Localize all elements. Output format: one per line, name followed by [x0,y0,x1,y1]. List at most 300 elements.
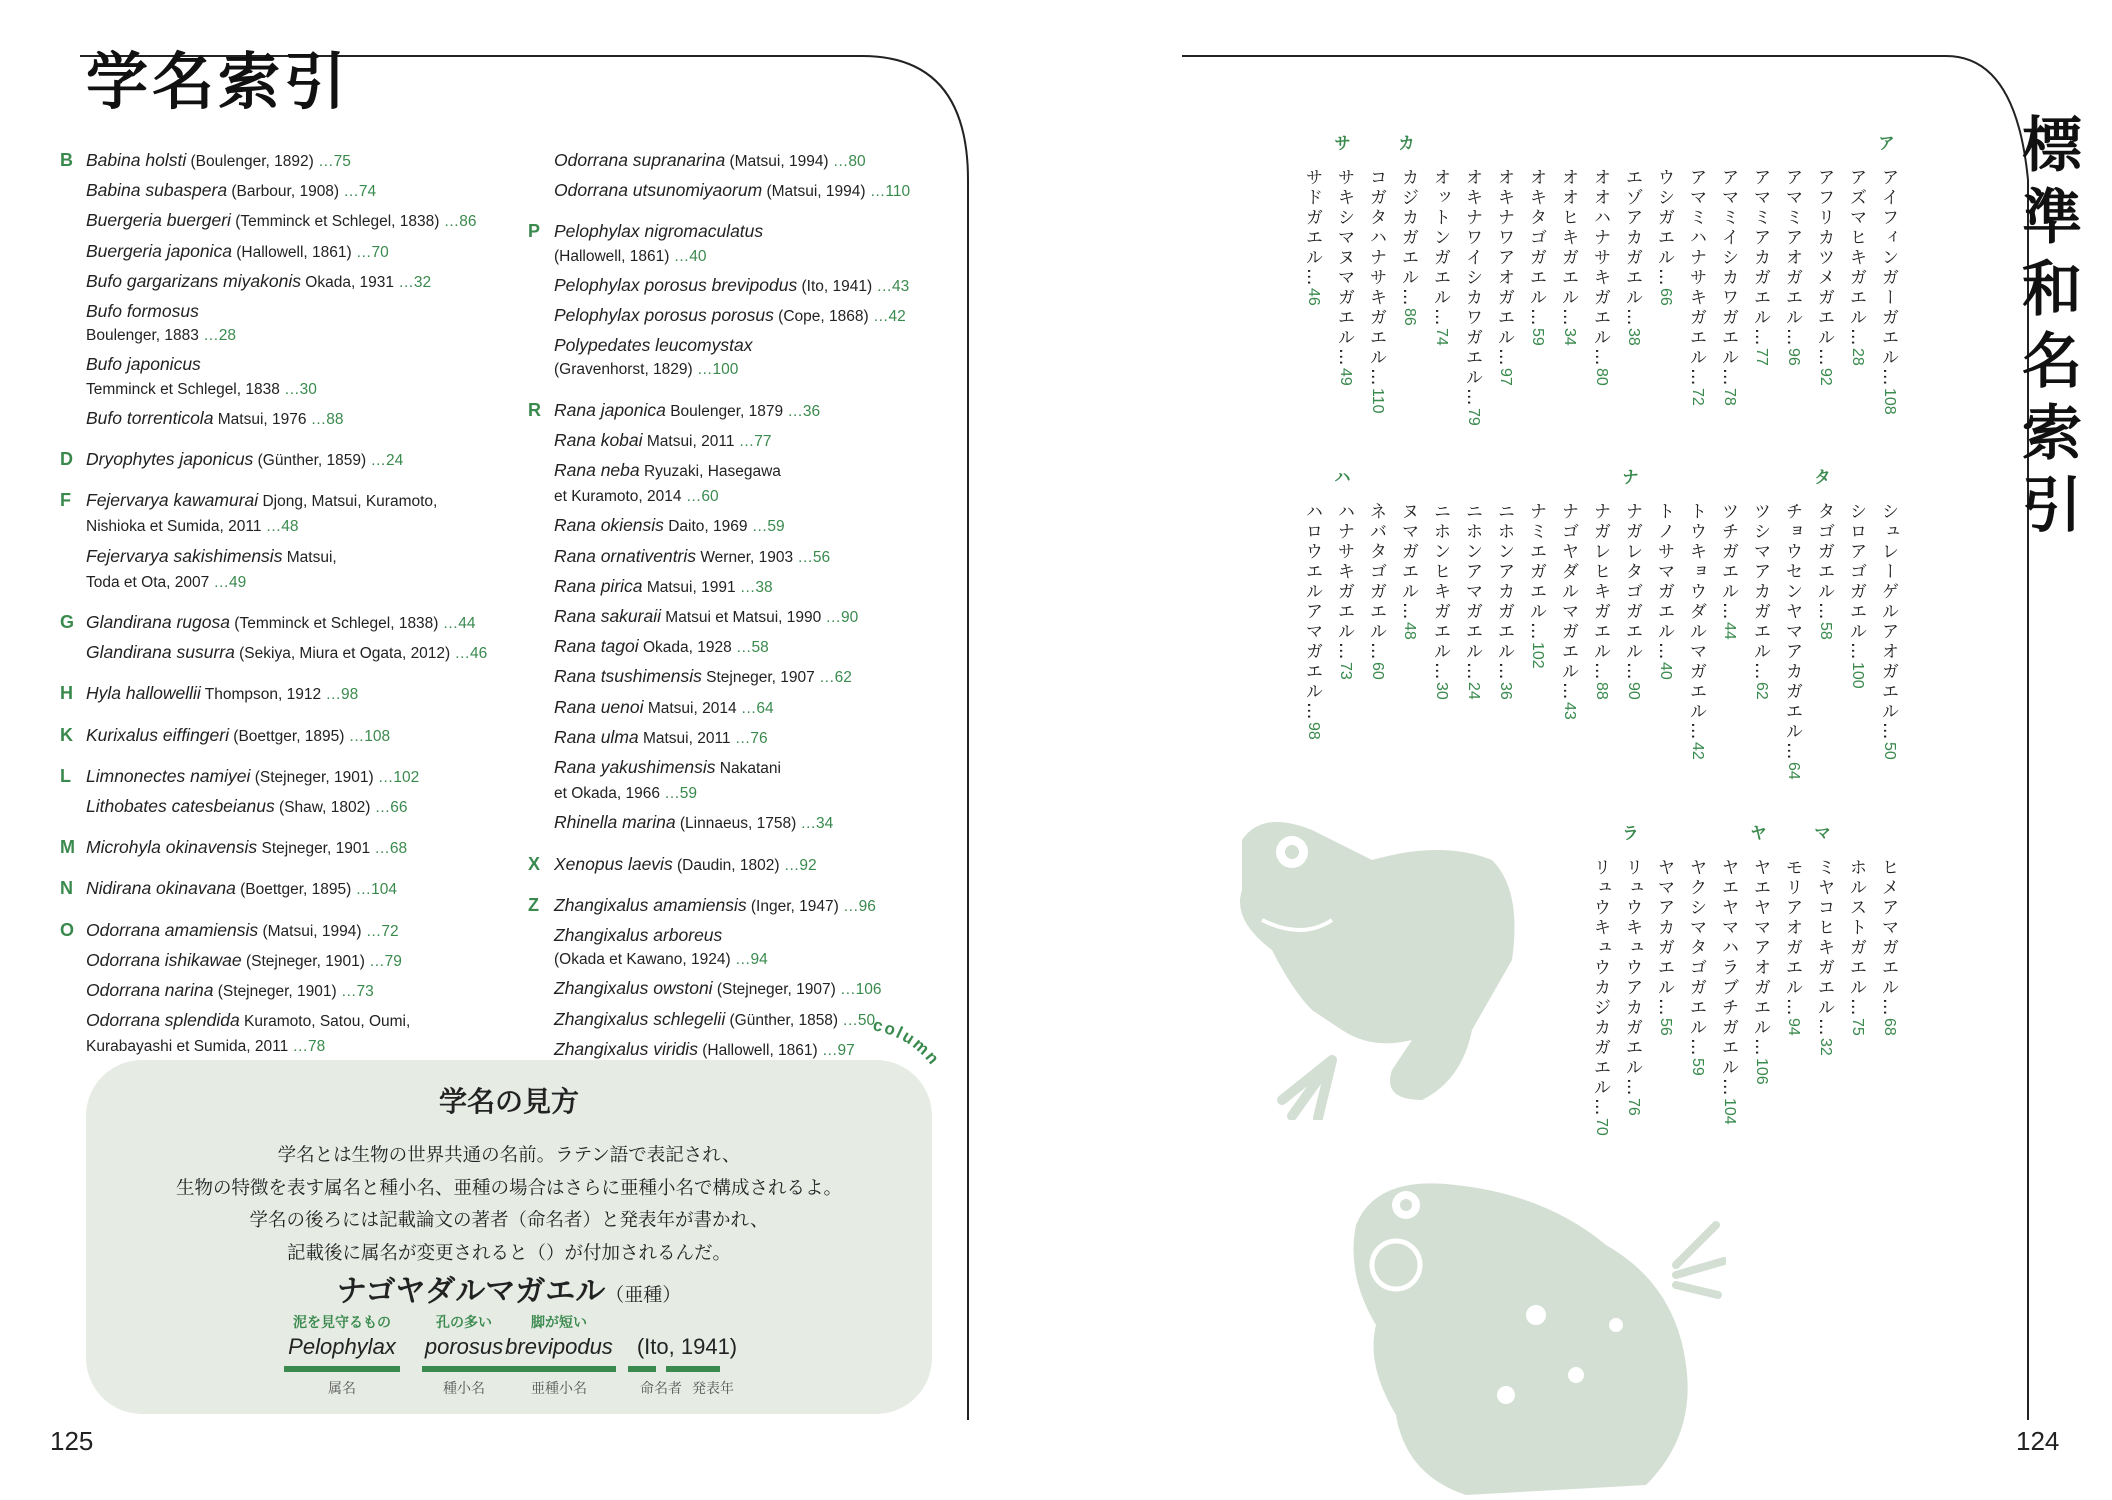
page-reference: 94 [1785,1018,1802,1036]
author-year: Stejneger, 1901 [257,840,371,858]
index-entry [86,792,530,822]
page-reference: …56 [793,548,831,566]
page-reference: 40 [1657,662,1674,680]
japanese-name: コガタハナサキガエル… [1367,168,1387,388]
part-caption: 脚が短い [531,1315,587,1331]
index-entry [554,602,948,632]
kana-index-entry [1490,168,1520,386]
page-reference: 86 [1401,308,1418,326]
page-reference: 34 [1561,328,1578,346]
page-reference: 74 [1433,328,1450,346]
index-group [60,445,530,475]
kana-index-entry [1842,502,1872,689]
japanese-name: ネバタゴガエル… [1367,502,1387,662]
author-year: (Stejneger, 1901) [213,983,337,1001]
title-char: 引 [2022,471,2082,541]
kana-index-entry [1490,502,1520,700]
index-entry [86,721,530,751]
frog-illustration-icon [1222,800,1542,1120]
index-entry [554,808,948,838]
index-letter: R [528,399,541,420]
author-year: Okada, 1928 [638,639,732,657]
page-reference: …30 [279,380,317,398]
index-entry [554,850,948,880]
author-underline [628,1366,656,1372]
author-year: (Sekiya, Miura et Ogata, 2012) [234,645,451,663]
kana-heading: ハ [1330,468,1350,485]
scientific-name: Pelophylax porosus brevipodus [554,274,798,295]
author-year: (Günther, 1858) [725,1011,839,1029]
kana-index-entry [1842,858,1872,1036]
page-reference: …86 [439,213,477,231]
scientific-name: Buergeria buergeri [86,210,231,231]
japanese-name: ツチガエル… [1719,502,1739,622]
page-reference: …76 [730,729,768,747]
page-reference: …70 [351,243,389,261]
author-year: Matsui et Matsui, 1990 [661,609,822,627]
kana-index-entry [1810,168,1840,386]
kana-index-entry [1298,502,1328,740]
japanese-name: ニホンアカガエル… [1495,502,1515,682]
title-char: 名 [2022,327,2082,397]
page-reference: 60 [1369,662,1386,680]
index-entry [86,206,530,236]
index-entry [554,146,948,176]
index-entry [554,396,948,426]
author-year: (Shaw, 1802) [274,799,371,817]
part-underline [502,1366,616,1372]
right-page [1056,0,2112,1500]
japanese-name: ヤエヤマハラブチガエル… [1719,858,1739,1098]
part-label: 種小名 [443,1381,485,1397]
author-year: (Okada et Kawano, 1924) [554,951,731,969]
index-entry [86,1006,530,1061]
author-year: (Boettger, 1895) [228,727,345,745]
page-reference: …72 [361,922,399,940]
scientific-name: Kurixalus eiffingeri [86,724,229,745]
index-entry [86,297,530,350]
page-reference: 38 [1625,328,1642,346]
kana-index-entry [1458,168,1488,426]
entry-line-2 [86,320,530,350]
japanese-name: トウキョウダルマガエル… [1687,502,1707,742]
index-column-a [60,146,530,1073]
kana-index-entry [1682,502,1712,760]
japanese-name: カジカガエル… [1399,168,1419,308]
page-reference: 76 [1625,1098,1642,1116]
page-reference: …98 [321,686,359,704]
kana-heading: ラ [1618,824,1638,841]
author-year: (Daudin, 1802) [672,856,780,874]
index-letter: X [528,853,541,874]
page-reference: …96 [838,897,876,915]
author-year: et Okada, 1966 [554,785,660,803]
index-entry [554,632,948,662]
scientific-name: Rana okiensis [554,515,664,536]
page-number: 125 [50,1426,94,1456]
index-entry [554,891,948,921]
page-reference: …24 [366,452,404,470]
page-reference: 49 [1337,368,1354,386]
page-reference: 44 [1721,622,1738,640]
index-letter: L [60,765,71,786]
kana-index-entry [1362,502,1392,680]
index-entry [86,946,530,976]
page-reference: …106 [835,981,882,999]
index-group [528,146,948,206]
title-char: 索 [2022,399,2082,469]
scientific-name: Fejervarya sakishimensis [86,545,283,566]
scientific-name: Odorrana supranarina [554,150,726,170]
page-reference: …102 [373,768,420,786]
kana-index-entry [1618,858,1648,1116]
kana-index-entry [1522,168,1552,346]
name-part-author-year [624,1312,750,1398]
kana-index-entry [1554,168,1584,346]
name-part-subspecies [502,1312,616,1398]
author-year: Matsui, 1976 [213,410,307,428]
page-reference: 66 [1657,288,1674,306]
author-year: (Matsui, 1994) [725,153,829,170]
index-letter: G [60,612,75,633]
part-word: (Ito, 1941) [636,1334,738,1359]
index-group [60,608,530,668]
page-reference: …74 [339,183,377,201]
japanese-name: オットンガエル… [1431,168,1451,328]
page-reference: 68 [1881,1018,1898,1036]
scientific-name: Xenopus laevis [554,853,673,874]
index-group [60,833,530,863]
index-group [60,146,530,434]
kana-index-entry [1426,502,1456,700]
index-group [60,874,530,904]
page-reference: …32 [394,273,432,291]
scientific-name: Odorrana narina [86,980,214,1001]
kana-index-entry [1650,502,1680,680]
page-reference: …88 [306,410,344,428]
title-char: 準 [2022,183,2082,253]
entry-line-2 [86,1031,530,1061]
entry-line-2 [86,511,530,541]
author-year: Ryuzaki, Hasegawa [639,463,781,481]
japanese-name: シュレーゲルアオガエル… [1879,502,1899,742]
index-entry [554,426,948,456]
page-reference: 32 [1817,1038,1834,1056]
scientific-name: Rana uenoi [554,696,644,717]
japanese-name: ヤクシマタゴガエル… [1687,858,1707,1058]
index-entry [86,350,530,403]
page-reference: 46 [1305,288,1322,306]
kana-index-entry [1682,858,1712,1076]
japanese-name: ハナサキガエル… [1335,502,1355,662]
page-reference: …77 [734,432,772,450]
author-year: (Boulenger, 1892) [186,153,314,170]
kana-index-entry [1778,168,1808,366]
kana-index-entry [1650,858,1680,1036]
example-name-suffix: （亜種） [605,1284,682,1306]
scientific-name: Zhangixalus schlegelii [554,1008,726,1029]
scientific-name: Zhangixalus arboreus [554,925,723,946]
kana-index-entry [1874,858,1904,1036]
index-group [528,850,948,880]
scientific-name: Rhinella marina [554,812,676,833]
kana-index-entry [1778,502,1808,780]
index-entry [554,572,948,602]
author-year: (Gravenhorst, 1829) [554,361,693,379]
author-year: (Temminck et Schlegel, 1838) [229,615,439,633]
kana-index-entry [1394,168,1424,326]
japanese-name: タゴガエル… [1815,502,1835,622]
author-year: (Linnaeus, 1758) [675,815,797,833]
page-reference: 79 [1465,408,1482,426]
scientific-name: Pelophylax porosus porosus [554,305,774,326]
page-reference: 24 [1465,682,1482,700]
kana-index-entry [1714,502,1744,640]
kana-heading: カ [1394,134,1414,151]
author-year: Matsui, 2014 [643,699,737,717]
page-reference: 50 [1881,742,1898,760]
kana-index-entry [1330,502,1360,680]
kana-index-entry [1362,168,1392,414]
author-year: Stejneger, 1907 [701,669,815,687]
name-part-species [422,1312,506,1398]
scientific-name: Zhangixalus amamiensis [554,894,747,915]
kana-index-entry [1810,502,1840,640]
author-year: (Matsui, 1994) [258,922,362,940]
page-reference: 75 [1849,1018,1866,1036]
part-label: 命名者 [640,1381,682,1397]
index-letter: F [60,490,71,511]
column-body-line: 学名とは生物の世界共通の名前。ラテン語で表記され、 [277,1145,741,1166]
author-year: Daito, 1969 [663,518,748,536]
kana-index-entry [1746,502,1776,700]
author-year: Temminck et Schlegel, 1838 [86,380,280,398]
index-letter: B [60,150,73,170]
page-reference: 100 [1849,662,1866,689]
page-reference: …100 [692,361,739,379]
japanese-name: オオハナサキガエル… [1591,168,1611,368]
part-word: brevipodus [505,1334,613,1359]
japanese-name: ハロウエルアマガエル… [1303,502,1323,722]
scientific-name: Buergeria japonica [86,240,232,261]
page-reference: 104 [1721,1098,1738,1125]
scientific-name: Pelophylax nigromaculatus [554,221,764,242]
index-letter: M [60,837,75,858]
page-reference: …36 [783,402,821,420]
page-reference: 92 [1817,368,1834,386]
page-reference: …58 [731,639,769,657]
scientific-name: Bufo gargarizans miyakonis [86,270,301,291]
column-body-line: 生物の特徴を表す属名と種小名、亜種の場合はさらに亜種小名で構成されるよ。 [175,1177,842,1199]
scientific-name: Babina holsti [86,150,187,170]
page-reference: 43 [1561,702,1578,720]
author-year: Djong, Matsui, Kuramoto, [258,493,438,511]
page-reference: …48 [261,518,299,536]
kana-heading: タ [1810,468,1830,485]
scientific-name: Rana ulma [554,726,639,747]
name-part-genus [284,1312,400,1398]
index-entry [86,976,530,1006]
author-year: (Matsui, 1994) [762,183,866,201]
page-reference: 97 [1497,368,1514,386]
japanese-name: ツシマアカガエル… [1751,502,1771,682]
index-entry [554,511,948,541]
scientific-name: Nidirana okinavana [86,878,236,899]
page-reference: …46 [450,645,488,663]
page-reference: 72 [1689,388,1706,406]
scientific-name: Babina subaspera [86,180,228,201]
index-entry [554,974,948,1004]
kana-heading: ヤ [1746,824,1766,841]
page-reference: 58 [1817,622,1834,640]
index-entry [86,404,530,434]
index-column-b [528,146,948,1076]
author-year: (Stejneger, 1901) [250,768,374,786]
page-reference: …28 [198,327,236,345]
kana-index-entry [1714,168,1744,406]
index-entry [554,662,948,692]
index-group [60,679,530,709]
entry-line-2 [86,374,530,404]
japanese-name: アマミアカガエル… [1751,168,1771,348]
kana-index-entry [1618,502,1648,700]
japanese-name: ホルストガエル… [1847,858,1867,1018]
kana-index-entry [1618,168,1648,346]
scientific-name: Glandirana susurra [86,642,235,663]
page-reference: 59 [1689,1058,1706,1076]
author-year: Boulenger, 1879 [665,402,784,420]
kana-index-entry [1682,168,1712,406]
index-letter: O [60,919,75,940]
page-reference: …43 [872,277,910,295]
kana-index-entry [1714,858,1744,1125]
japanese-name: アマミイシカワガエル… [1719,168,1739,388]
kana-index-entry [1874,168,1904,415]
kana-index-entry [1458,502,1488,700]
column-body-line: 学名の後ろには記載論文の著者（命名者）と発表年が書かれ、 [249,1210,769,1231]
japanese-name: ミヤコヒキガエル… [1815,858,1835,1038]
japanese-name: オキナワアオガエル… [1495,168,1515,368]
page-reference: 48 [1401,622,1418,640]
column-box [86,1060,932,1414]
index-entry [86,762,530,792]
page-reference: …64 [736,699,774,717]
index-entry [86,833,530,863]
author-year: Okada, 1931 [300,273,395,291]
index-entry [86,638,530,668]
scientific-name: Rana ornativentris [554,545,697,566]
index-entry [554,753,948,808]
entry-line-2 [554,354,948,384]
scientific-name: Fejervarya kawamurai [86,490,259,511]
page-reference: …79 [364,952,402,970]
index-entry [554,331,948,384]
japanese-name: ニホンアマガエル… [1463,502,1483,682]
entry-line-2 [554,944,948,974]
author-year: Boulenger, 1883 [86,327,199,345]
index-entry [86,874,530,904]
index-entry [554,217,948,270]
author-year: Thompson, 1912 [200,686,322,704]
entry-line-2 [86,567,530,597]
page-reference: 102 [1529,642,1546,669]
index-entry [554,301,948,331]
page-reference: 88 [1593,682,1610,700]
japanese-name: サドガエル… [1303,168,1323,288]
scientific-name: Dryophytes japonicus [86,449,254,470]
japanese-name: シロアゴガエル… [1847,502,1867,662]
index-entry [86,146,530,176]
author-year: et Kuramoto, 2014 [554,488,682,506]
scientific-name: Glandirana rugosa [86,612,230,633]
index-letter: Z [528,894,539,915]
page-reference: 73 [1337,662,1354,680]
index-group [528,396,948,839]
scientific-name: Zhangixalus owstoni [554,978,713,999]
page-reference: …34 [796,815,834,833]
page-number: 124 [2016,1426,2060,1456]
kana-index-entry [1842,168,1872,366]
index-group [60,916,530,1062]
index-entry [554,176,948,206]
japanese-name: リュウキュウカジカガエル… [1591,858,1611,1118]
column-label-text: column [871,1015,944,1070]
author-year: Matsui, [282,548,337,566]
index-entry [86,237,530,267]
kana-heading: ア [1874,134,1894,151]
page-reference: 30 [1433,682,1450,700]
entry-line-2 [554,778,948,808]
kana-index-entry [1298,168,1328,306]
column-body-line: 記載後に属名が変更されると（）が付加されるんだ。 [286,1242,731,1264]
kana-index-entry [1394,502,1424,640]
scientific-name: Rana sakuraii [554,606,661,627]
japanese-name: ナゴヤダルマガエル… [1559,502,1579,702]
page-reference: 70 [1593,1118,1610,1136]
japanese-name: オキタゴガエル… [1527,168,1547,328]
index-group [60,721,530,751]
index-entry [554,542,948,572]
author-year: Nishioka et Sumida, 2011 [86,518,262,536]
kana-index-entry [1554,502,1584,720]
example-name-text: ナゴヤダルマガエル [336,1274,606,1309]
japanese-name: エゾアカガエル… [1623,168,1643,328]
part-underline [422,1366,506,1372]
year-underline [666,1366,720,1372]
kana-index-entry [1586,168,1616,386]
page-reference: 78 [1721,388,1738,406]
scientific-name: Hyla hallowellii [86,683,201,704]
index-entry [554,456,948,511]
japanese-name: ナガレヒキガエル… [1591,502,1611,682]
part-caption: 孔の多い [436,1315,492,1331]
author-year: Matsui, 2011 [638,729,731,747]
index-entry [86,608,530,638]
page-reference: …78 [288,1038,326,1056]
scientific-name: Odorrana splendida [86,1010,240,1031]
scientific-name: Polypedates leucomystax [554,335,753,356]
page-reference: …42 [868,308,906,326]
author-year: Werner, 1903 [696,548,794,566]
index-entry [86,916,530,946]
scientific-name: Rana pirica [554,575,643,596]
part-underline [284,1366,400,1372]
japanese-name: ニホンヒキガエル… [1431,502,1451,682]
japanese-name: ヤマアカガエル… [1655,858,1675,1018]
part-word: Pelophylax [288,1334,396,1359]
kana-index-entry [1810,858,1840,1056]
part-caption [624,1312,750,1334]
